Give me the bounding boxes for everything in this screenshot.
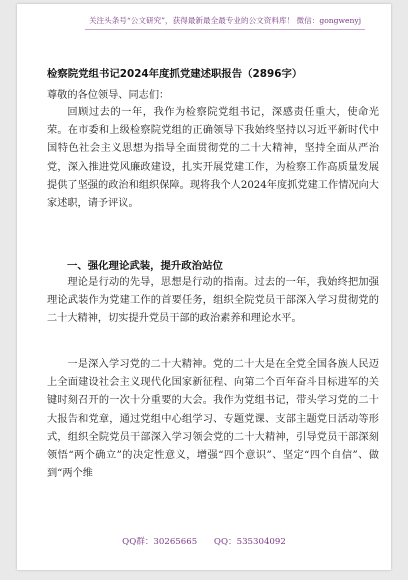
footer-qq-group: QQ群：30265665	[122, 537, 198, 547]
footer-qq: QQ：535304092	[213, 537, 286, 547]
document-page	[17, 4, 391, 570]
paragraph-intro: 回顾过去的一年，我作为检察院党组书记，深感责任重大，使命光荣。在市委和上级检察院党组的正确领导下我始终坚持以习近平新时代中国特色社会主义思想为指导全面贯彻党的二十大精神，坚持全面从严治党，深入推进党风廉政建设，扎实开展党建工作，为检察工作高质量发展提供了坚强的政治和组织保障。现将我个人2024年度抓党建工作情况向大家述职，请予评议。	[47, 107, 379, 210]
document-title: 检察院党组书记2024年度抓党建述职报告（2896字）	[47, 68, 303, 80]
greeting: 尊敬的各位领导、同志们：	[47, 90, 170, 101]
footer-contact	[17, 535, 391, 547]
section-heading: 一、强化理论武装，提升政治站位	[67, 260, 223, 272]
paragraph-theory: 理论是行动的先导，思想是行动的指南。过去的一年，我始终把加强理论武装作为党建工作的首要任务，组织全院党员干部深入学习贯彻党的二十大精神，切实提升党员干部的政治素养和理论水平。	[47, 277, 379, 325]
header-banner: 关注头条号“公文研究”，获得最新最全最专业的公文资料库！ 微信：gongwenyj	[85, 16, 365, 30]
paragraph-study: 一是深入学习党的二十大精神。党的二十大是在全党全国各族人民迈上全面建设社会主义现代化国家新征程、向第二个百年奋斗目标进军的关键时刻召开的一次十分重要的大会。我作为党组书记，带头学习党的二十大报告和党章，通过党组中心组学习、专题党课、支部主题党日活动等形式，组织全院党员干部深入学习领会党的二十大精神，引导党员干部深刻领悟“两个确立”的决定性意义，增强“四个意识”、坚定“四个自信”、做到“两个维	[47, 359, 379, 480]
